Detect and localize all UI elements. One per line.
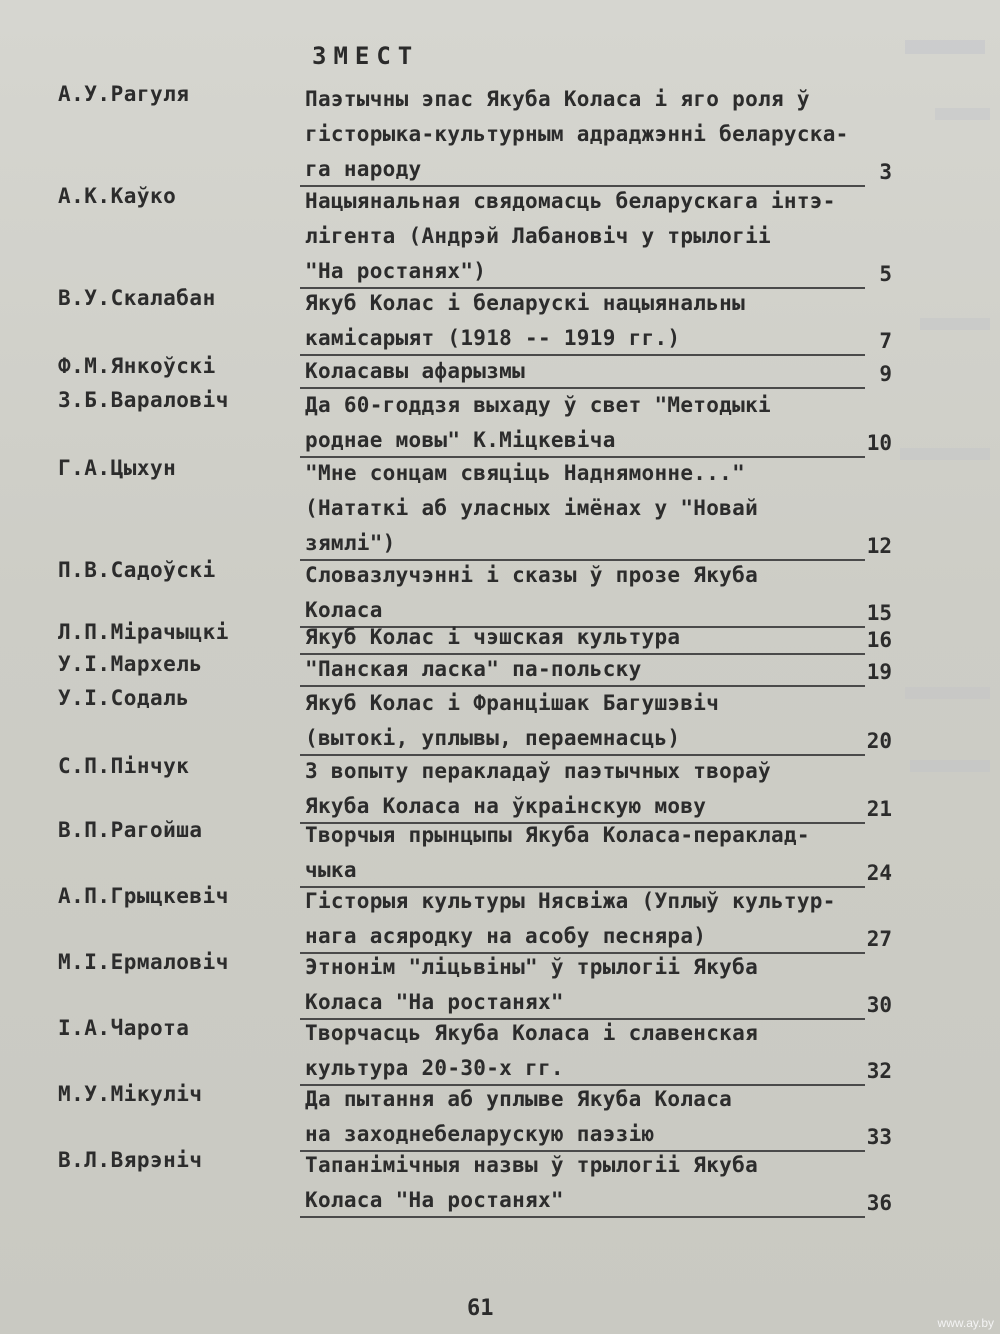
toc-entry-author: У.І.Мархель <box>58 652 203 676</box>
toc-entry-title <box>305 686 865 756</box>
toc-entry-title-line: Коласа <box>305 598 383 622</box>
toc-entry-title-line: чыка <box>305 858 357 882</box>
toc-entry-underline <box>300 1216 865 1218</box>
toc-entry-page: 30 <box>866 993 892 1017</box>
toc-entry-page: 15 <box>866 601 892 625</box>
toc-entry-page: 5 <box>879 262 892 286</box>
toc-entry-title-line: Нацыянальная свядомасць беларускага інтэ- <box>305 189 836 213</box>
toc-entry-title-line: Творчыя прынцыпы Якуба Коласа-пераклад- <box>305 823 810 847</box>
toc-entry-title-line: нага асяродку на асобу песняра) <box>305 924 707 948</box>
toc-entry-author: І.А.Чарота <box>58 1016 190 1040</box>
toc-entry-author: С.П.Пінчук <box>58 754 190 778</box>
toc-entry-page: 32 <box>866 1059 892 1083</box>
toc-entry-title <box>305 388 865 458</box>
toc-entry-page: 7 <box>879 329 892 353</box>
toc-entry-title-line: лігента (Андрэй Лабановіч у трылогіі <box>305 224 771 248</box>
toc-entry-title-line: Да 60-годдзя выхаду ў свет "Методыкі <box>305 393 771 417</box>
toc-entry-page: 33 <box>866 1125 892 1149</box>
toc-entry-title-line: Тапанімічныя назвы ў трылогіі Якуба <box>305 1153 759 1177</box>
toc-entry-author: Л.П.Мірачыцкі <box>58 620 229 644</box>
toc-entry-page: 3 <box>879 160 892 184</box>
toc-entry-page: 9 <box>879 362 892 386</box>
toc-entry-title <box>305 950 865 1020</box>
toc-entry-title-line: Якуба Коласа на ўкраінскую мову <box>305 794 707 818</box>
toc-entry-author: З.Б.Вараловіч <box>58 388 229 412</box>
toc-entry-author: В.П.Рагойша <box>58 818 203 842</box>
toc-entry-title <box>305 286 865 356</box>
toc-entry-title <box>305 82 865 187</box>
toc-entry-title <box>305 558 865 628</box>
toc-entry-title-line: "Панская ласка" па-польску <box>305 657 642 681</box>
toc-entry-page: 27 <box>866 927 892 951</box>
toc-entry-author: Ф.М.Янкоўскі <box>58 354 216 378</box>
toc-entry-title <box>305 354 865 389</box>
toc-entry-title-line: (Нататкі аб уласных імёнах у "Новай <box>305 496 759 520</box>
toc-entry-author: В.Л.Вярэніч <box>58 1148 203 1172</box>
toc-entry-title-line: З вопыту перакладаў паэтычных твораў <box>305 759 771 783</box>
toc-entry-author: М.У.Мікуліч <box>58 1082 203 1106</box>
toc-entry-title-line: Коласавы афарызмы <box>305 359 526 383</box>
toc-entry-title-line: (вытокі, уплывы, пераемнасць) <box>305 726 681 750</box>
toc-entry-title <box>305 652 865 687</box>
toc-entry-title-line: Паэтычны эпас Якуба Коласа і яго роля ў <box>305 87 810 111</box>
toc-entry-author: А.К.Каўко <box>58 184 177 208</box>
toc-entry-title-line: "Мне сонцам свяціць Наднямонне..." <box>305 461 746 485</box>
toc-entry-title-line: га народу <box>305 157 422 181</box>
toc-entry-page: 12 <box>866 534 892 558</box>
toc-entry-title-line: Коласа "На ростанях" <box>305 990 564 1014</box>
toc-entry-title-line: "На ростанях") <box>305 259 487 283</box>
toc-entry-title-line: культура 20-30-х гг. <box>305 1056 564 1080</box>
toc-entry-title-line: Якуб Колас і чэшская культура <box>305 625 681 649</box>
toc-entry-title <box>305 1148 865 1218</box>
toc-entry-title-line: Гісторыя культуры Нясвіжа (Уплыў культур- <box>305 889 836 913</box>
toc-entry-page: 21 <box>866 797 892 821</box>
toc-title: ЗМЕСТ <box>312 42 420 70</box>
toc-entry-page: 19 <box>866 660 892 684</box>
page-number: 61 <box>467 1296 494 1321</box>
toc-entry-title <box>305 620 865 655</box>
toc-entry-title-line: Творчасць Якуба Коласа і славенская <box>305 1021 759 1045</box>
toc-entry-author: В.У.Скалабан <box>58 286 216 310</box>
toc-entry-title-line: Коласа "На ростанях" <box>305 1188 564 1212</box>
toc-entry-title-line: зямлі") <box>305 531 396 555</box>
toc-entry-title-line: Да пытання аб уплыве Якуба Коласа <box>305 1087 733 1111</box>
toc-entry-page: 36 <box>866 1191 892 1215</box>
toc-entry-title-line: Якуб Колас і Францішак Багушэвіч <box>305 691 720 715</box>
toc-entry-title <box>305 754 865 824</box>
toc-entry-author: У.І.Содаль <box>58 686 190 710</box>
toc-entry-title-line: Словазлучэнні і сказы ў прозе Якуба <box>305 563 759 587</box>
watermark: www.ay.by <box>937 1316 994 1330</box>
toc-entry-author: Г.А.Цыхун <box>58 456 177 480</box>
toc-entry-title <box>305 1016 865 1086</box>
toc-entry-page: 20 <box>866 729 892 753</box>
toc-entry-title-line: Этнонім "ліцьвіны" ў трылогіі Якуба <box>305 955 759 979</box>
toc-entry-title <box>305 1082 865 1152</box>
toc-entry-page: 16 <box>866 628 892 652</box>
toc-entry-title <box>305 456 865 561</box>
toc-entry-title-line: Якуб Колас і беларускі нацыянальны <box>305 291 746 315</box>
toc-entry-author: П.В.Садоўскі <box>58 558 216 582</box>
toc-entry-author: А.У.Рагуля <box>58 82 190 106</box>
toc-entry-title <box>305 184 865 289</box>
toc-entry-title-line: роднае мовы" К.Міцкевіча <box>305 428 616 452</box>
toc-entry-author: М.І.Ермаловіч <box>58 950 229 974</box>
toc-entry-title <box>305 884 865 954</box>
toc-entry-title-line: камісарыят (1918 -- 1919 гг.) <box>305 326 681 350</box>
toc-entry-title <box>305 818 865 888</box>
toc-entry-page: 10 <box>866 431 892 455</box>
toc-entry-author: А.П.Грыцкевіч <box>58 884 229 908</box>
toc-entry-page: 24 <box>866 861 892 885</box>
toc-entry-title-line: на заходнебеларускую паэзію <box>305 1122 655 1146</box>
toc-entry-title-line: гісторыка-культурным адраджэнні беларуска- <box>305 122 849 146</box>
